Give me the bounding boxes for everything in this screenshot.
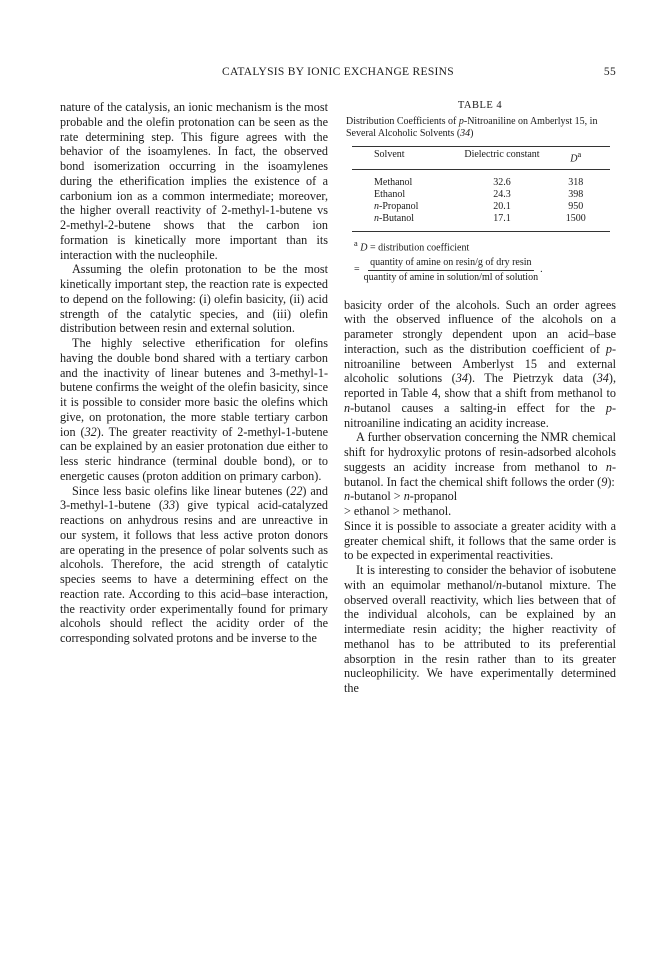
fraction-denominator: quantity of amine in solution/ml of solution [363, 271, 539, 283]
cell-d: 1500 [541, 213, 610, 232]
cell-solvent: n-Propanol [374, 201, 419, 213]
cell-solvent: Ethanol [374, 189, 406, 201]
paragraph: Since less basic olefins like linear butenes (22) and 3-methyl-1-butene (33) give typical acid-catalyzed reactions on anhydrous resins and are unreactive in our system, it follows that less active proton donors are operating in the presence of polar solvents such as alcohols. Therefore, the acid strength of catalytic species seems to have a determining effect on the reaction rate. According to this acid–base interaction, the reactivity order experimentally found for primary alcohols should reflect the acidity order of the corresponding solvated protons and be inverse to the [60, 483, 328, 645]
footnote-fraction: = $\frac{\text{quantity of amine on resin/g of dry resin}}{\text{quantity of amine in solution/ml of solution}}$ . [354, 256, 543, 283]
paragraph: It is interesting to consider the behavior of isobutene with an equimolar methanol/n-butanol mixture. The observed overall reactivity, which lies between that of the individual alcohols, can be explained by an intermediate resin acidity; the higher reactivity of methanol has to be attributed to its preferential absorption in the resin rather than to its greater nucleophilicity. We have experimentally determined the [344, 563, 616, 696]
header-dielectric: Dielectric constant [463, 147, 542, 170]
reference-citation: 33 [162, 498, 176, 513]
table-caption: Distribution Coefficients of p-Nitroaniline on Amberlyst 15, in Several Alcoholic Solvents (34) [346, 116, 598, 139]
paragraph: nature of the catalysis, an ionic mechanism is the most probable and the olefin protonation can be seen as the rate determining step. This figure agrees with the behavior of the isoamylenes. In fact, the observed bond isomerization occurring in the isoamylenes during the etherification implies the existence of a carbonium ion as a common intermediate; moreover, the higher overall reactivity of 2-methyl-1-butene vs 2-methyl-2-butene shows that the carbon ion formation is kinetically more important than its interaction with the nucleophile. [60, 100, 328, 262]
cell-dielectric: 20.1 [493, 201, 511, 213]
cell-solvent: Methanol [374, 177, 413, 189]
reference-citation: 9 [601, 474, 608, 489]
cell-dielectric: 17.1 [463, 213, 542, 232]
order-expression: n-butanol > n-propanol [344, 489, 458, 504]
table-row [352, 170, 610, 190]
page-header [60, 66, 616, 82]
paragraph: basicity order of the alcohols. Such an order agrees with the observed influence of the alcohols on a parameter strongly dependent upon an acid–base interaction, such as the distribution coefficient of p-nitroaniline between Amberlyst 15 and external alcoholic solutions (34). The Pietrzyk data (34), reported in Table 4, show that a shift from methanol to n-butanol causes a salting-in effect for the p-nitroaniline indicating an acidity increase. [344, 297, 616, 430]
header-solvent: Solvent [352, 147, 463, 170]
paragraph: A further observation concerning the NMR chemical shift for hydroxylic protons of resin-adsorbed alcohols suggests an acidity increase from methanol to n-butanol. In fact the chemical shift follows the order (9): [344, 430, 616, 489]
table-row [352, 189, 610, 201]
cell-solvent: n-Butanol [352, 213, 463, 232]
table-footnote: $^a$ D = distribution coefficient [354, 239, 470, 254]
paragraph: Assuming the olefin protonation to be the most kinetically important step, the reaction rate is expected to depend on the following: (i) olefin basicity, (ii) acid strength of the catalytic species, and (iii) olefin distribution between resin and external solution. [60, 262, 328, 336]
table-block [344, 100, 616, 284]
running-title: CATALYSIS BY IONIC EXCHANGE RESINS [222, 66, 454, 78]
table-row [352, 201, 610, 213]
table-header-row [352, 147, 610, 170]
table-label: TABLE 4 [457, 100, 503, 111]
reference-citation: 34 [596, 371, 609, 386]
right-column [344, 100, 616, 696]
cell-dielectric: 24.3 [493, 189, 511, 201]
header-d: $D^a$ [541, 147, 610, 170]
fraction-numerator: quantity of amine on resin/g of dry resin [368, 257, 533, 271]
paragraph: The highly selective etherification for olefins having the double bond shared with a tertiary carbon and the inactivity of linear butenes and 3-methyl-1-butene confirms the weight of the olefin basicity, since it is possible to consider more basic the olefins which give, on protonation, the more stable tertiary carbon ion (32). The greater reactivity of 2-methyl-1-butene can be explained by an easier protonation due either to less steric hindrance (terminal double bond), or to energetic causes (proton addition on primary carbon). [60, 336, 328, 483]
distribution-table [352, 146, 610, 232]
cell-d: 398 [568, 189, 584, 201]
table-row [352, 213, 610, 232]
page-number: 55 [603, 66, 616, 78]
left-column [60, 100, 328, 646]
cell-d: 950 [568, 201, 584, 213]
reference-citation: 34 [455, 371, 468, 386]
cell-dielectric: 32.6 [493, 177, 511, 189]
cell-d: 318 [568, 177, 584, 189]
right-body-text [344, 298, 616, 696]
order-expression-continued: > ethanol > methanol. [344, 504, 452, 519]
paragraph: Since it is possible to associate a greater acidity with a greater chemical shift, it follows that the same order is to be expected in experimental reactivities. [344, 518, 616, 563]
reference-citation: 22 [290, 483, 303, 498]
reference-citation: 32 [84, 424, 97, 439]
